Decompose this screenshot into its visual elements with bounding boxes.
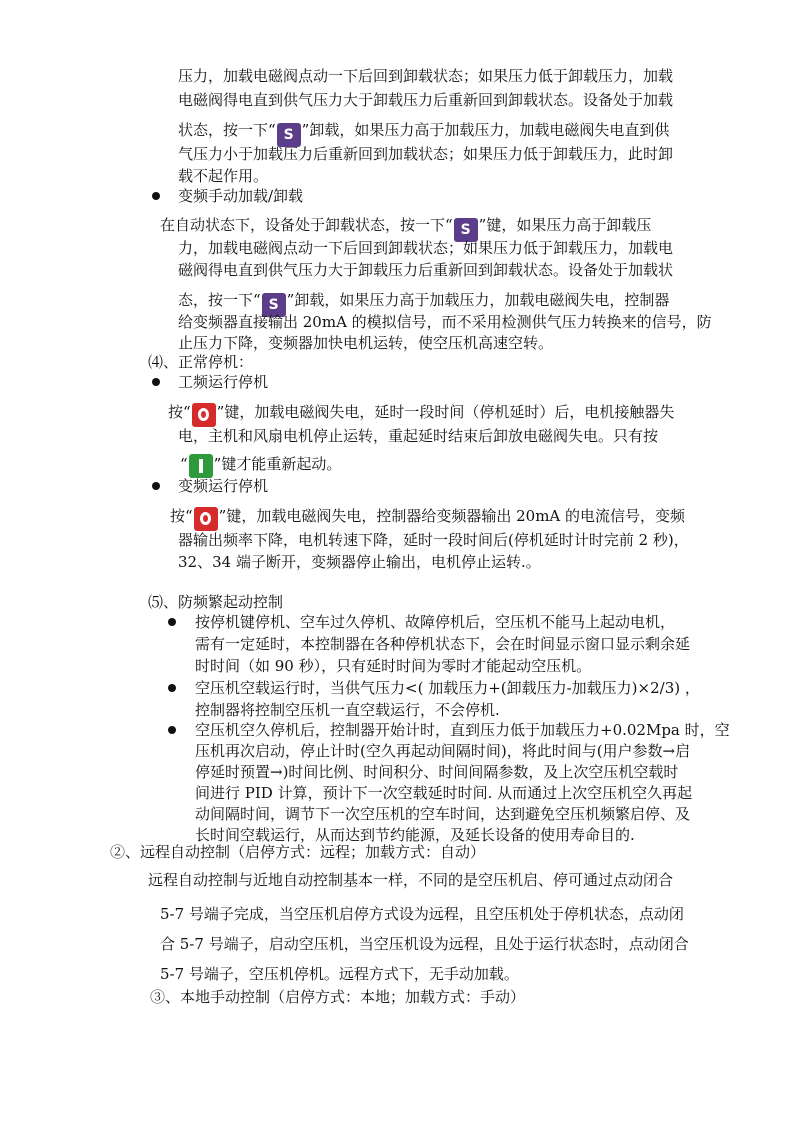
text-line: 在自动状态下，设备处于卸载状态，按一下“ S ”键，如果压力高于卸载压 (160, 215, 651, 242)
unload-key-icon: S (277, 123, 301, 147)
section-heading: ⑷、正常停机： (148, 353, 254, 371)
text-line: 按“ ”键，加载电磁阀失电，控制器给变频器输出 20mA 的电流信号，变频 (170, 506, 685, 531)
text-line: 压力，加载电磁阀点动一下后回到卸载状态；如果压力低于卸载压力，加载 (178, 67, 674, 85)
text-line: 32、34 端子断开，变频器停止输出，电机停止运转.。 (178, 553, 541, 571)
text-line: 间进行 PID 计算，预计下一次空载延时时间. 从而通过上次空压机空久再起 (195, 784, 693, 802)
text-line: 给变频器直接输出 20mA 的模拟信号，而不采用检测供气压力转换来的信号，防 (178, 313, 712, 331)
text-line: 载不起作用。 (178, 167, 269, 185)
text-line: 动间隔时间，调节下一次空压机的空车时间，达到避免空压机频繁启停、及 (195, 805, 691, 823)
text-line: 需有一定延时，本控制器在各种停机状态下，会在时间显示窗口显示剩余延 (195, 635, 691, 653)
text-line: 5-7 号端子完成，当空压机启停方式设为远程，且空压机处于停机状态，点动闭 (160, 905, 684, 923)
text-line: 状态，按一下“ S ”卸载，如果压力高于加载压力，加载电磁阀失电直到供 (178, 120, 669, 147)
start-key-icon (189, 454, 213, 478)
bullet-icon (152, 378, 160, 386)
text-line: 力，加载电磁阀点动一下后回到卸载状态；如果压力低于卸载压力，加载电 (178, 239, 674, 257)
bullet-heading: 变频运行停机 (178, 477, 269, 495)
unload-key-icon: S (262, 293, 286, 317)
stop-key-icon (194, 507, 218, 531)
section-heading: ③、本地手动控制（启停方式：本地；加载方式：手动） (150, 988, 526, 1006)
bullet-icon (152, 482, 160, 490)
bullet-heading: 变频手动加载/卸载 (178, 187, 304, 205)
text-line: 气压力小于加载压力后重新回到加载状态；如果压力低于卸载压力，此时卸 (178, 145, 674, 163)
text-line: “ ”键才能重新起动。 (180, 454, 341, 478)
bullet-icon (168, 684, 176, 692)
text-line: 压机再次启动，停止计时(空久再起动间隔时间)，将此时间与(用户参数→启 (195, 742, 691, 760)
text-line: 时时间（如 90 秒），只有延时时间为零时才能起动空压机。 (195, 657, 592, 675)
text-line: 合 5-7 号端子，启动空压机，当空压机设为远程，且处于运行状态时，点动闭合 (160, 935, 689, 953)
section-heading: ⑸、防频繁起动控制 (148, 593, 284, 611)
text-line: 远程自动控制与近地自动控制基本一样，不同的是空压机启、停可通过点动闭合 (148, 871, 674, 889)
text-line: 电磁阀得电直到供气压力大于卸载压力后重新回到卸载状态。设备处于加载 (178, 91, 674, 109)
text-line: 停延时预置→)时间比例、时间积分、时间间隔参数，及上次空压机空载时 (195, 763, 679, 781)
text-line: 控制器将控制空压机一直空载运行，不会停机. (195, 701, 500, 719)
bullet-icon (168, 726, 176, 734)
bullet-heading: 工频运行停机 (178, 373, 269, 391)
stop-key-icon (192, 403, 216, 427)
text-line: 按“ ”键，加载电磁阀失电，延时一段时间（停机延时）后，电机接触器失 (168, 402, 674, 427)
text-line: 按停机键停机、空车过久停机、故障停机后，空压机不能马上起动电机， (195, 613, 676, 631)
text-line: 止压力下降，变频器加快电机运转，使空压机高速空转。 (178, 334, 554, 352)
text-line: 空压机空载运行时，当供气压力<( 加载压力+(卸载压力-加载压力)×2/3) ， (195, 679, 700, 697)
text-line: 5-7 号端子，空压机停机。远程方式下，无手动加载。 (160, 965, 519, 983)
text-line: 磁阀得电直到供气压力大于卸载压力后重新回到卸载状态。设备处于加载状 (178, 261, 674, 279)
text-line: 态，按一下“ S ”卸载，如果压力高于加载压力，加载电磁阀失电，控制器 (178, 290, 669, 317)
section-heading: ②、远程自动控制（启停方式：远程；加载方式：自动） (110, 843, 486, 861)
bullet-icon (152, 192, 160, 200)
text-line: 空压机空久停机后，控制器开始计时，直到压力低于加载压力+0.02Mpa 时，空 (195, 721, 730, 739)
text-line: 长时间空载运行，从而达到节约能源，及延长设备的使用寿命目的. (195, 826, 635, 844)
text-line: 电，主机和风扇电机停止运转，重起延时结束后卸放电磁阀失电。只有按 (178, 427, 659, 445)
bullet-icon (168, 618, 176, 626)
text-line: 器输出频率下降，电机转速下降，延时一段时间后(停机延时计时完前 2 秒)， (178, 531, 689, 549)
unload-key-icon: S (454, 218, 478, 242)
